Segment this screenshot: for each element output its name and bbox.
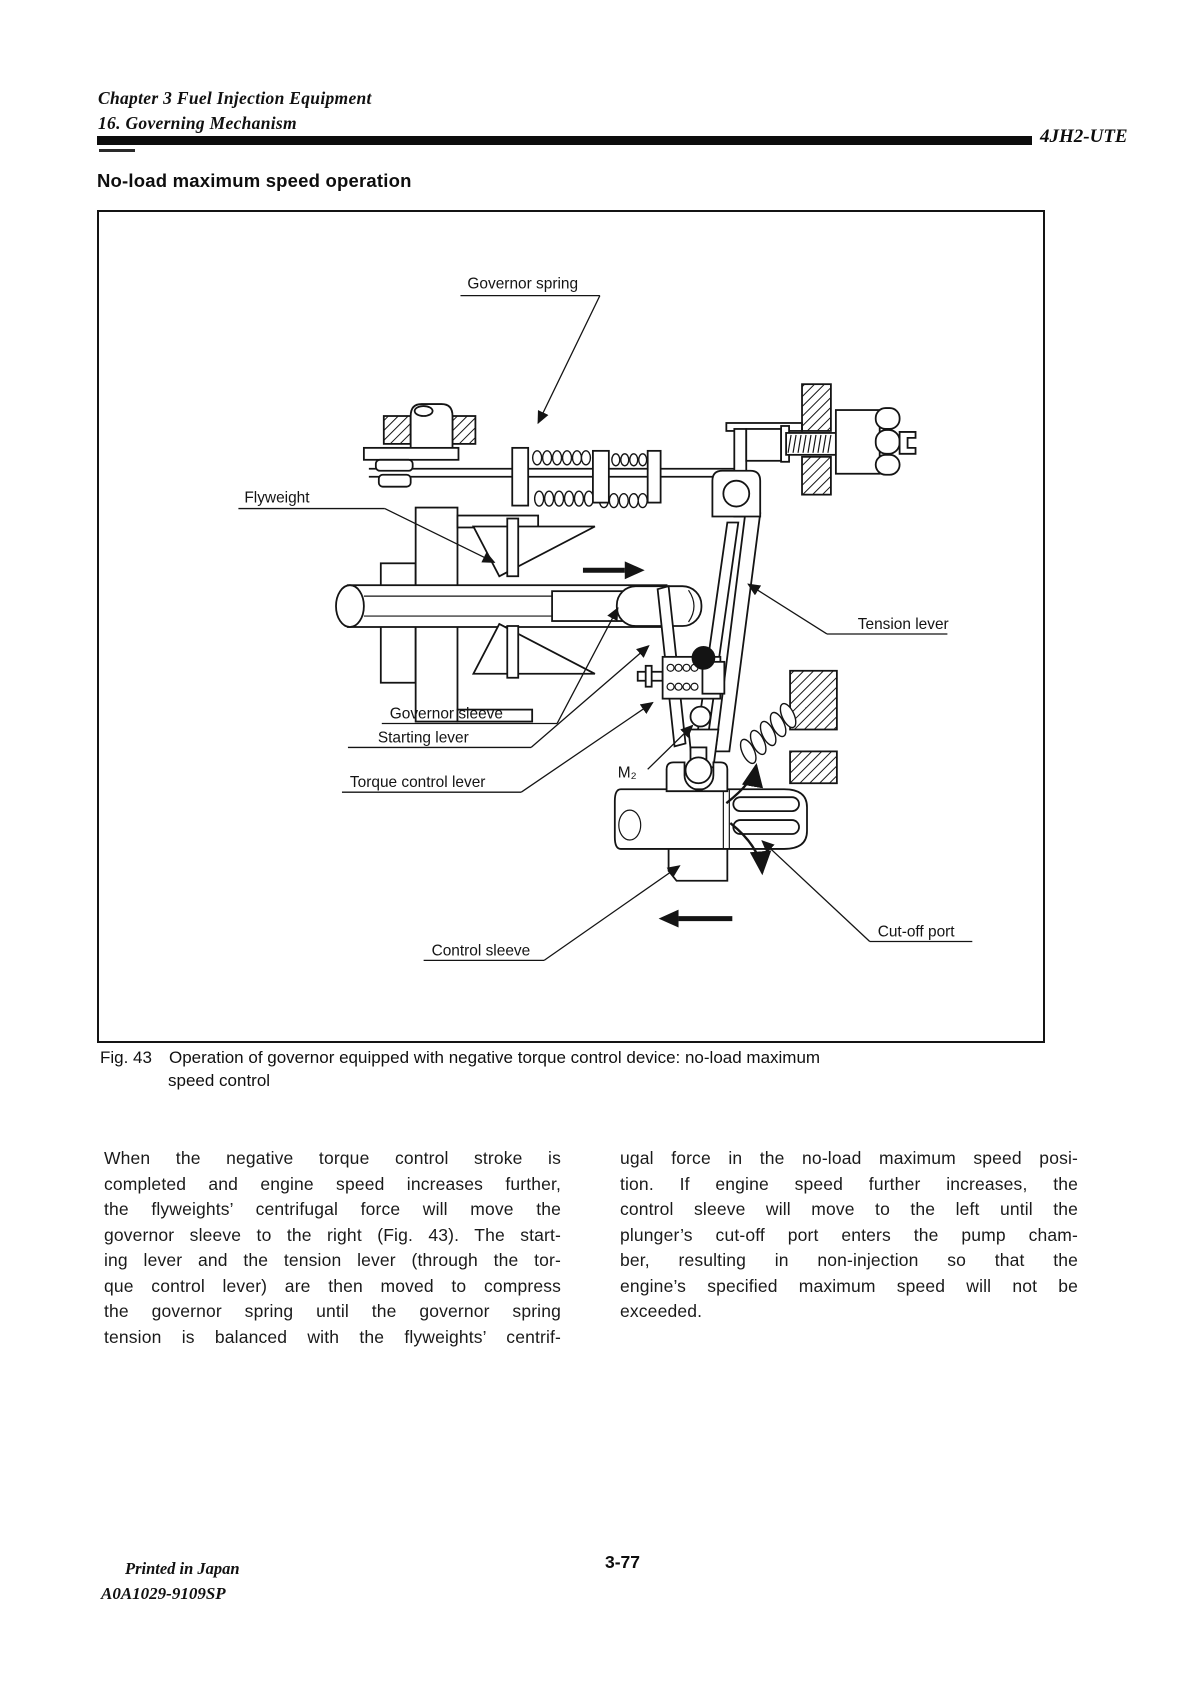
engine-model-code: 4JH2-UTE <box>1040 126 1128 147</box>
body-text-line: When the negative torque control stroke is <box>104 1148 561 1168</box>
footer-printed-in: Printed in Japan <box>125 1559 240 1578</box>
footer-page-number: 3-77 <box>605 1552 641 1572</box>
page-title: No-load maximum speed operation <box>97 170 412 191</box>
label-starting-lever: Starting lever <box>377 729 469 747</box>
leader-governor-spring <box>460 296 599 423</box>
governor-spring-rod <box>369 469 736 477</box>
header-rule-bar <box>97 136 1032 145</box>
label-flyweight: Flyweight <box>244 489 310 507</box>
footer-document-code: A0A1029-9109SP <box>101 1584 226 1603</box>
figure-caption <box>100 1048 820 1068</box>
body-text-line: tension is balanced with the flyweights’ centrif- <box>104 1326 561 1347</box>
body-column-left <box>104 1146 561 1350</box>
figure-number: Fig. 43 <box>100 1048 152 1067</box>
body-text-line: governor sleeve to the right (Fig. 43). The start- <box>104 1224 561 1245</box>
header-rule-fragment <box>99 149 135 152</box>
body-text-line: engine’s specified maximum speed will not be <box>620 1275 1078 1296</box>
motion-arrow-left <box>659 910 733 928</box>
label-tension-lever: Tension lever <box>857 615 949 633</box>
body-text-line: ing lever and the tension lever (through the tor- <box>104 1250 561 1270</box>
figure-43-diagram <box>97 210 1045 1043</box>
section-header: 16. Governing Mechanism <box>98 113 297 133</box>
motion-arrow-right <box>583 561 645 579</box>
idle-spring-and-wall <box>737 671 837 783</box>
body-text-line: the governor spring until the governor spring <box>104 1301 561 1321</box>
label-m2: M₂ <box>617 764 637 782</box>
label-torque-control-lever: Torque control lever <box>349 774 486 792</box>
body-text-line: tion. If engine speed further increases, the <box>620 1173 1078 1194</box>
body-text-line: completed and engine speed increases further, <box>104 1173 561 1194</box>
body-text-line: que control lever) are then moved to compress <box>104 1275 561 1296</box>
pump-plunger-drawing <box>615 747 807 880</box>
governor-sleeve-drawing <box>552 586 701 626</box>
label-governor-sleeve: Governor sleeve <box>389 705 503 723</box>
figure-caption-line1: Operation of governor equipped with negative torque control device: no-load maximum <box>168 1048 821 1067</box>
body-text-line: ber, resulting in non-injection so that the <box>620 1250 1078 1270</box>
governor-diagram-svg <box>99 212 1043 1041</box>
body-column-right <box>620 1146 1078 1325</box>
governor-spring-drawing <box>512 448 660 508</box>
label-control-sleeve: Control sleeve <box>431 942 531 960</box>
label-cut-off-port: Cut-off port <box>877 923 955 941</box>
body-text-line: control sleeve will move to the left until the <box>620 1199 1078 1219</box>
body-text-line: the flyweights’ centrifugal force will move the <box>104 1199 561 1219</box>
body-text-line: plunger’s cut-off port enters the pump cham- <box>620 1224 1078 1245</box>
label-governor-spring: Governor spring <box>467 275 579 293</box>
support-stud <box>364 404 476 487</box>
body-text-line: exceeded. <box>620 1301 703 1321</box>
body-text-line: ugal force in the no-load maximum speed posi- <box>620 1148 1078 1168</box>
figure-caption-line2: speed control <box>168 1071 271 1090</box>
chapter-header: Chapter 3 Fuel Injection Equipment <box>98 88 372 108</box>
